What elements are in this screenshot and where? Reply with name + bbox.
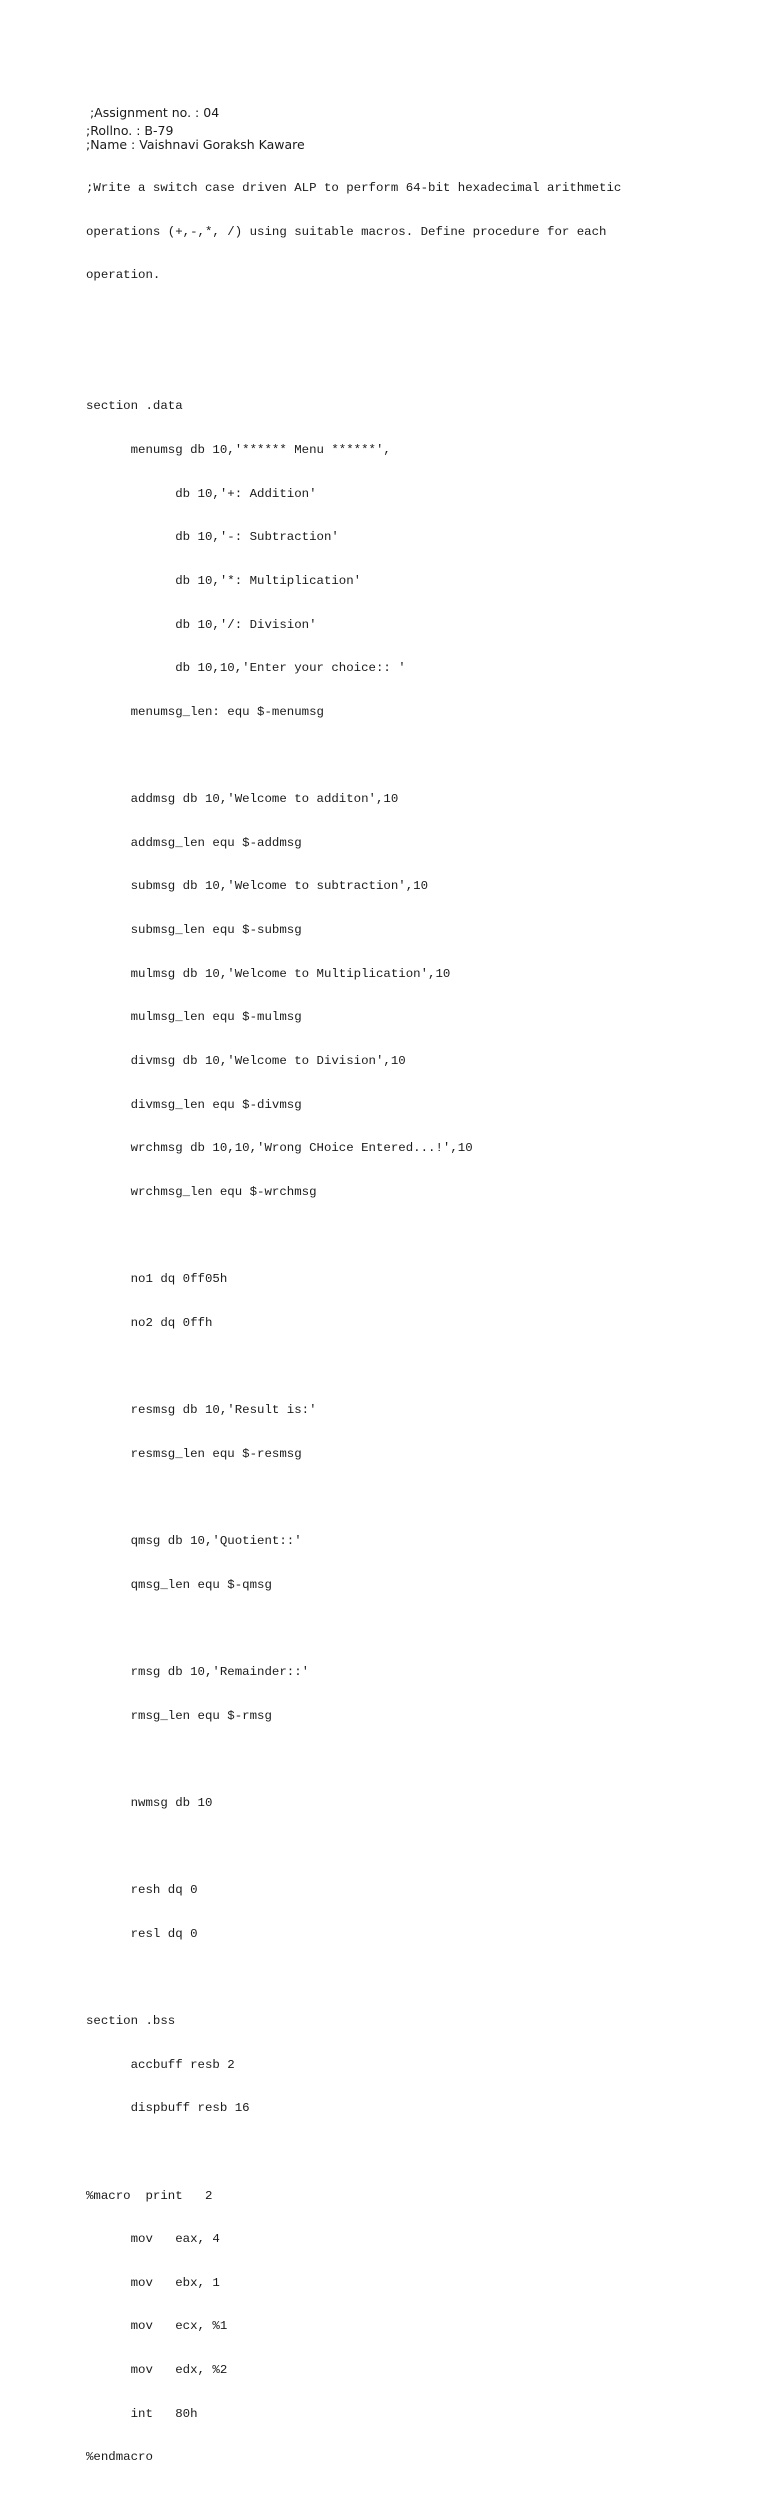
code-line: mov edx, %2 <box>86 2363 228 2378</box>
code-line: db 10,10,'Enter your choice:: ' <box>86 661 406 676</box>
code-line: divmsg db 10,'Welcome to Division',10 <box>86 1053 406 1068</box>
code-line <box>86 1970 621 1985</box>
code-line: menumsg db 10,'****** Menu ******', <box>86 442 391 457</box>
code-line: no2 dq 0ffh <box>86 1315 213 1330</box>
code-line: resl dq 0 <box>86 1926 198 1941</box>
code-line: accbuff resb 2 <box>86 2057 235 2072</box>
code-line: operations (+,-,*, /) using suitable macros. Define procedure for each <box>86 224 607 239</box>
code-line: section .bss <box>86 2014 176 2028</box>
code-line: operation. <box>86 268 161 283</box>
code-line: resh dq 0 <box>86 1883 198 1898</box>
code-line: addmsg db 10,'Welcome to additon',10 <box>86 792 399 807</box>
code-line <box>86 1228 621 1243</box>
code-line: qmsg db 10,'Quotient::' <box>86 1533 302 1548</box>
code-line: mov eax, 4 <box>86 2232 220 2247</box>
code-line <box>86 1752 621 1767</box>
code-line: %endmacro <box>86 2450 153 2465</box>
code-line: menumsg_len: equ $-menumsg <box>86 704 324 719</box>
code-line: db 10,'-: Subtraction' <box>86 530 339 545</box>
assignment-line: ;Assignment no. : 04 <box>86 105 220 120</box>
code-line: ;Write a switch case driven ALP to perform 64-bit hexadecimal arithmetic <box>86 181 622 196</box>
code-line <box>86 748 621 763</box>
code-line <box>86 1621 621 1636</box>
code-line: nwmsg db 10 <box>86 1795 213 1810</box>
code-line: mulmsg db 10,'Welcome to Multiplication',10 <box>86 966 451 981</box>
code-line: wrchmsg db 10,10,'Wrong CHoice Entered...!',10 <box>86 1141 473 1156</box>
code-line <box>86 356 621 371</box>
code-line: submsg db 10,'Welcome to subtraction',10 <box>86 879 429 894</box>
code-line: mov ebx, 1 <box>86 2275 220 2290</box>
code-line <box>86 2145 621 2160</box>
code-line: %macro print 2 <box>86 2188 213 2203</box>
code-line: int 80h <box>86 2406 198 2421</box>
code-line: section .data <box>86 399 183 414</box>
code-line: dispbuff resb 16 <box>86 2101 250 2116</box>
code-line: db 10,'/: Division' <box>86 617 317 632</box>
code-line <box>86 1359 621 1374</box>
name-line: ;Name : Vaishnavi Goraksh Kaware <box>86 137 305 152</box>
code-line: mov ecx, %1 <box>86 2319 228 2334</box>
code-line <box>86 1839 621 1854</box>
code-line: addmsg_len equ $-addmsg <box>86 835 302 850</box>
code-line: wrchmsg_len equ $-wrchmsg <box>86 1184 317 1199</box>
code-line: divmsg_len equ $-divmsg <box>86 1097 302 1112</box>
code-line: submsg_len equ $-submsg <box>86 922 302 937</box>
code-line: rmsg_len equ $-rmsg <box>86 1708 272 1723</box>
code-line: rmsg db 10,'Remainder::' <box>86 1664 310 1679</box>
code-line: db 10,'*: Multiplication' <box>86 573 362 588</box>
code-line: mulmsg_len equ $-mulmsg <box>86 1010 302 1025</box>
code-line: qmsg_len equ $-qmsg <box>86 1577 272 1592</box>
code-block <box>86 152 621 2494</box>
code-line <box>86 1490 621 1505</box>
code-line <box>86 312 621 327</box>
code-line: no1 dq 0ff05h <box>86 1272 228 1287</box>
code-line: resmsg db 10,'Result is:' <box>86 1403 317 1418</box>
code-line: resmsg_len equ $-resmsg <box>86 1446 302 1461</box>
code-line: db 10,'+: Addition' <box>86 486 317 501</box>
rollno-line: ;Rollno. : B-79 <box>86 123 174 138</box>
